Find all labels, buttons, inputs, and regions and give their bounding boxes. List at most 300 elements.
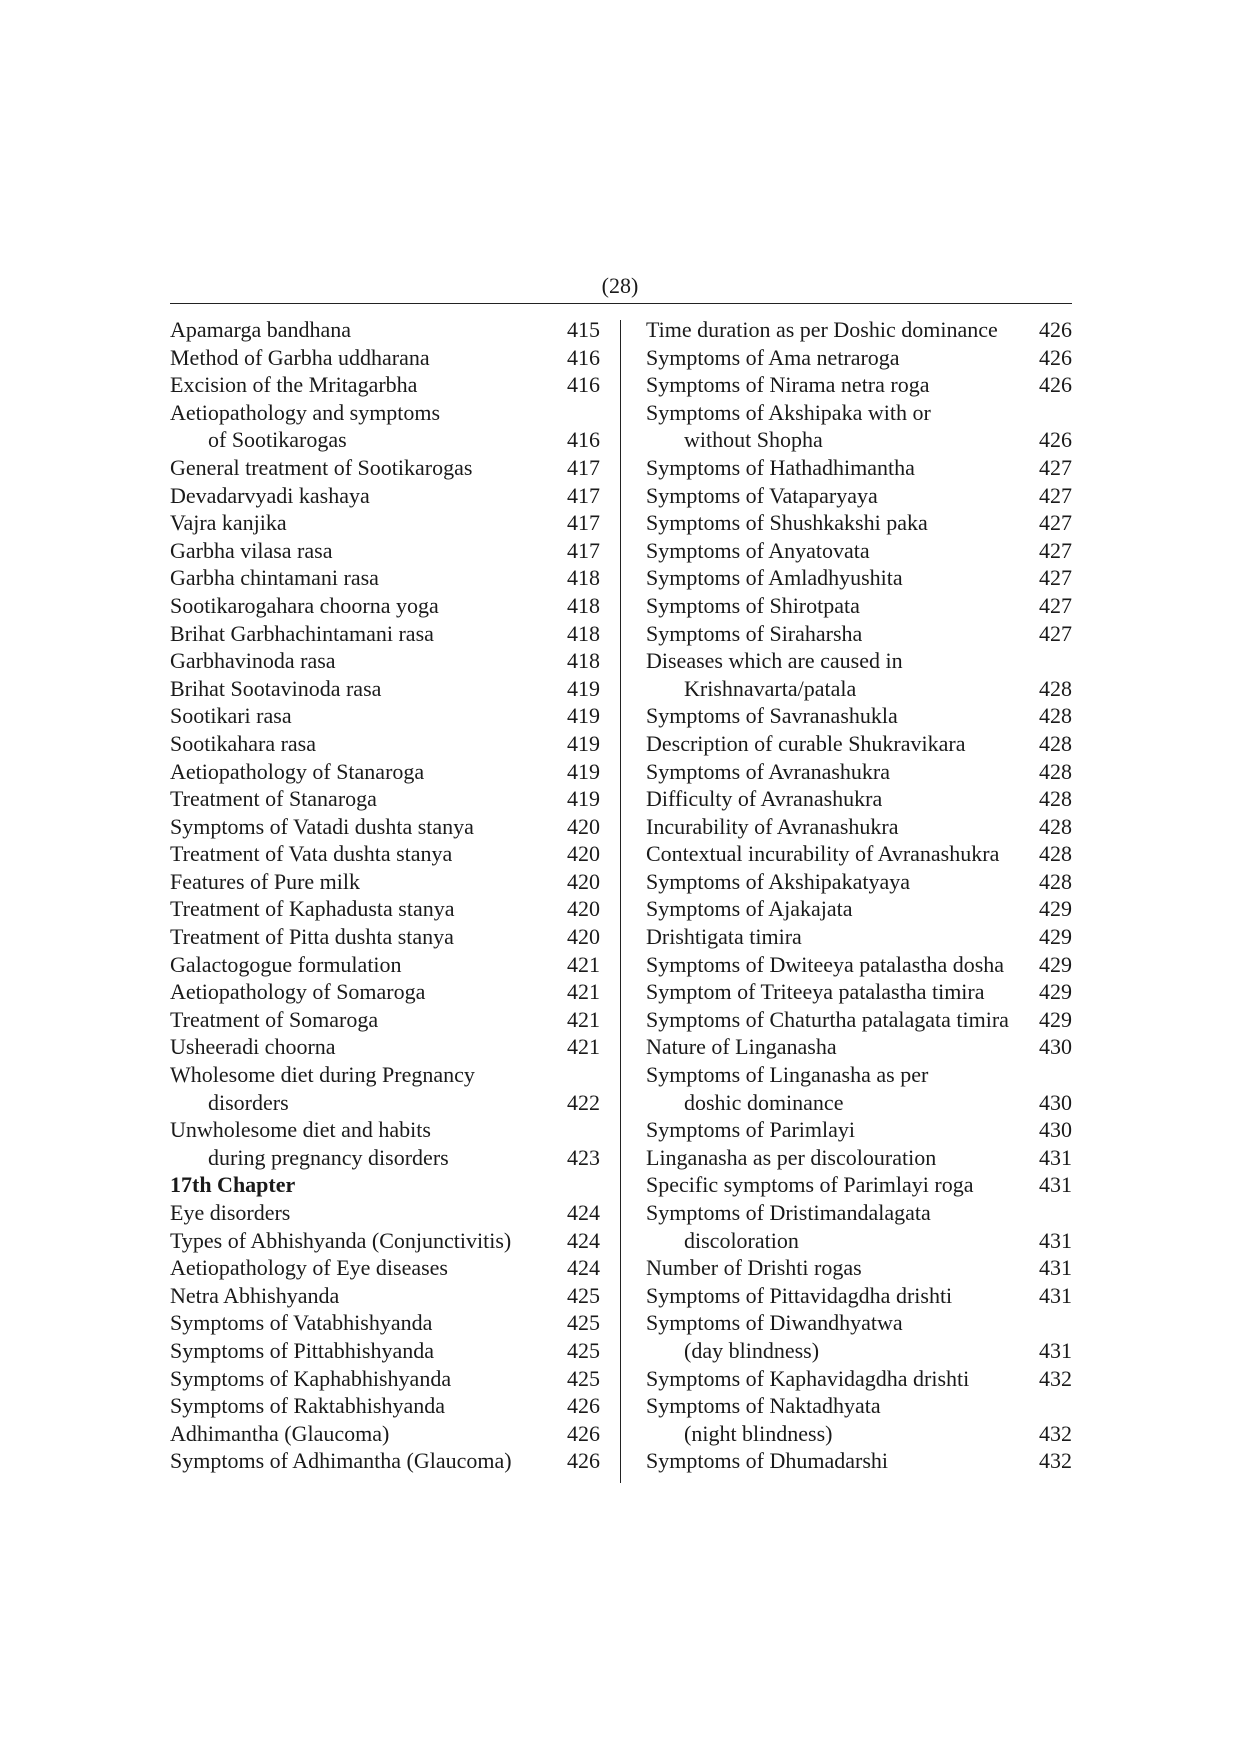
- toc-entry: [170, 1420, 600, 1448]
- toc-entry: [170, 399, 600, 454]
- toc-entry: [170, 1309, 600, 1337]
- toc-entry-title-line: Symptoms of Shirotpata: [646, 592, 860, 618]
- column-divider: [620, 320, 621, 1483]
- toc-entry-title-line: Symptoms of Avranashukra: [646, 758, 891, 784]
- toc-entry-page-number: 431: [1039, 1337, 1072, 1363]
- toc-entry-title: [646, 1199, 931, 1254]
- toc-entry-page-number: 420: [567, 813, 600, 839]
- toc-entry-title-line: Symptom of Triteeya patalastha timira: [646, 979, 985, 1005]
- toc-entry-title-line: Symptoms of Amladhyushita: [646, 565, 903, 591]
- toc-entry: [646, 923, 1072, 951]
- toc-entry: [170, 1447, 600, 1475]
- toc-entry-title-line: Sootikahara rasa: [170, 730, 316, 756]
- toc-entry-title: [646, 951, 1004, 979]
- toc-entry-page-number: 427: [1039, 454, 1072, 480]
- header-rule: [170, 303, 1072, 304]
- toc-entry-page-number: 417: [567, 537, 600, 563]
- toc-entry: [646, 840, 1072, 868]
- toc-entry: [646, 647, 1072, 702]
- toc-entry-title-line: Symptoms of Pittavidagdha drishti: [646, 1282, 953, 1308]
- toc-entry-page-number: 429: [1039, 924, 1072, 950]
- toc-entry-title: [646, 1144, 936, 1172]
- chapter-heading: [170, 1171, 600, 1199]
- toc-entry-title-continuation: during pregnancy disorders: [208, 1144, 449, 1170]
- toc-entry: [170, 1282, 600, 1310]
- toc-entry-title-line: Garbha vilasa rasa: [170, 537, 333, 563]
- toc-entry-title-line: Drishtigata timira: [646, 924, 802, 950]
- toc-entry-title-line: Brihat Garbhachintamani rasa: [170, 620, 434, 646]
- toc-entry-title-line: Symptoms of Parimlayi: [646, 1117, 855, 1143]
- toc-entry: [646, 509, 1072, 537]
- toc-entry: [170, 482, 600, 510]
- toc-entry-title-line: Types of Abhishyanda (Conjunctivitis): [170, 1227, 512, 1253]
- toc-entry-title-line: Devadarvyadi kashaya: [170, 482, 370, 508]
- toc-entry: [646, 813, 1072, 841]
- toc-entry-title-line: Symptoms of Naktadhyata: [646, 1393, 881, 1419]
- toc-entry-page-number: 421: [567, 1034, 600, 1060]
- toc-entry-title-line: Garbhavinoda rasa: [170, 648, 336, 674]
- toc-entry-title-line: Treatment of Pitta dushta stanya: [170, 924, 454, 950]
- toc-entry-title: [646, 923, 802, 951]
- toc-entry-title: [170, 730, 316, 758]
- toc-entry: [170, 951, 600, 979]
- toc-entry-title-continuation: of Sootikarogas: [208, 427, 347, 453]
- toc-entry-title: [646, 813, 899, 841]
- toc-entry-page-number: 429: [1039, 896, 1072, 922]
- toc-entry-page-number: 431: [1039, 1255, 1072, 1281]
- toc-entry-title-line: Treatment of Kaphadusta stanya: [170, 896, 455, 922]
- toc-entry: [646, 1282, 1072, 1310]
- toc-entry: [646, 316, 1072, 344]
- toc-entry-page-number: 426: [1039, 344, 1072, 370]
- toc-entry-title-continuation: (day blindness): [684, 1337, 820, 1363]
- toc-entry-title-line: Vajra kanjika: [170, 510, 287, 536]
- toc-entry-title-line: Symptoms of Adhimantha (Glaucoma): [170, 1448, 512, 1474]
- toc-entry-page-number: 425: [567, 1365, 600, 1391]
- toc-entry-title: [170, 1227, 511, 1255]
- toc-entry-page-number: 427: [1039, 592, 1072, 618]
- toc-entry-page-number: 429: [1039, 979, 1072, 1005]
- toc-entry-title: [646, 785, 882, 813]
- toc-entry-title: [646, 1061, 928, 1116]
- toc-entry: [646, 371, 1072, 399]
- toc-entry-title: [170, 537, 332, 565]
- toc-entry-title-line: Netra Abhishyanda: [170, 1282, 340, 1308]
- toc-entry: [170, 1254, 600, 1282]
- toc-entry-title-line: Symptoms of Ama netraroga: [646, 344, 900, 370]
- toc-entry-page-number: 430: [1039, 1034, 1072, 1060]
- toc-entry-title: [646, 537, 870, 565]
- toc-entry: [170, 1365, 600, 1393]
- toc-entry-title-line: Symptoms of Raktabhishyanda: [170, 1393, 445, 1419]
- toc-entry-title: [170, 1420, 389, 1448]
- toc-entry-title-line: Symptoms of Kaphavidagdha drishti: [646, 1365, 970, 1391]
- toc-entry-title: [646, 344, 900, 372]
- toc-entry: [646, 1447, 1072, 1475]
- toc-entry-title: [646, 620, 862, 648]
- toc-entry: [170, 978, 600, 1006]
- toc-entry-page-number: 418: [567, 565, 600, 591]
- toc-entry-title: [170, 647, 336, 675]
- toc-entry-page-number: 428: [1039, 730, 1072, 756]
- toc-entry-title-line: Symptoms of Akshipaka with or: [646, 399, 931, 425]
- toc-entry-title-line: Usheeradi choorna: [170, 1034, 336, 1060]
- toc-entry-page-number: 421: [567, 1006, 600, 1032]
- toc-entry-page-number: 417: [567, 482, 600, 508]
- toc-entry-page-number: 426: [1039, 372, 1072, 398]
- toc-entry-title: [646, 895, 853, 923]
- toc-entry-title: [646, 482, 878, 510]
- toc-entry-page-number: 429: [1039, 1006, 1072, 1032]
- toc-entry-title: [646, 1171, 974, 1199]
- toc-entry-page-number: 420: [567, 924, 600, 950]
- toc-entry-page-number: 430: [1039, 1117, 1072, 1143]
- toc-entry: [646, 454, 1072, 482]
- toc-entry-title: [646, 1254, 862, 1282]
- toc-entry: [170, 813, 600, 841]
- toc-entry: [646, 1006, 1072, 1034]
- toc-entry: [646, 1309, 1072, 1364]
- toc-entry-title: [646, 454, 915, 482]
- toc-entry-page-number: 428: [1039, 675, 1072, 701]
- toc-entry: [170, 895, 600, 923]
- toc-entry-title: [170, 344, 430, 372]
- toc-entry-title-line: Treatment of Somaroga: [170, 1006, 379, 1032]
- toc-entry-page-number: 428: [1039, 841, 1072, 867]
- toc-entry: [170, 675, 600, 703]
- toc-entry-title: [170, 564, 379, 592]
- toc-entry-title: [646, 509, 928, 537]
- toc-entry: [170, 868, 600, 896]
- toc-entry-page-number: 417: [567, 510, 600, 536]
- toc-entry-page-number: 428: [1039, 813, 1072, 839]
- toc-entry-page-number: 423: [567, 1144, 600, 1170]
- toc-entry: [170, 730, 600, 758]
- toc-entry-title: [170, 1309, 432, 1337]
- toc-entry-title-line: Treatment of Vata dushta stanya: [170, 841, 453, 867]
- toc-entry-page-number: 419: [567, 730, 600, 756]
- toc-entry-page-number: 429: [1039, 951, 1072, 977]
- toc-entry: [646, 1171, 1072, 1199]
- toc-entry-title: [646, 730, 966, 758]
- toc-entry-title: [646, 1392, 881, 1447]
- toc-entry-title-line: Eye disorders: [170, 1200, 291, 1225]
- toc-entry: [646, 1392, 1072, 1447]
- toc-entry-page-number: 421: [567, 979, 600, 1005]
- toc-entry: [170, 371, 600, 399]
- toc-entry-page-number: 419: [567, 786, 600, 812]
- toc-entry-page-number: 431: [1039, 1172, 1072, 1198]
- toc-entry: [646, 1365, 1072, 1393]
- toc-entry-title-line: Symptoms of Akshipakatyaya: [646, 868, 910, 894]
- toc-entry-title-line: Symptoms of Chaturtha patalagata timira: [646, 1006, 1009, 1032]
- toc-entry-title: [170, 1171, 295, 1199]
- toc-entry-page-number: 430: [1039, 1089, 1072, 1115]
- toc-entry-title-line: Garbha chintamani rasa: [170, 565, 379, 591]
- toc-entry-title-line: Method of Garbha uddharana: [170, 344, 430, 370]
- toc-entry-title-line: Symptoms of Diwandhyatwa: [646, 1310, 903, 1336]
- toc-entry-title: [170, 868, 360, 896]
- toc-entry-title: [170, 1006, 378, 1034]
- toc-entry-page-number: 427: [1039, 537, 1072, 563]
- toc-entry-title: [170, 923, 454, 951]
- toc-entry: [170, 1033, 600, 1061]
- toc-entry-page-number: 419: [567, 758, 600, 784]
- toc-entry-title-line: Sootikarogahara choorna yoga: [170, 592, 439, 618]
- toc-entry-page-number: 425: [567, 1337, 600, 1363]
- toc-entry-title-line: Aetiopathology of Somaroga: [170, 979, 426, 1005]
- toc-entry-page-number: 428: [1039, 703, 1072, 729]
- toc-entry-page-number: 419: [567, 703, 600, 729]
- toc-entry-title: [170, 620, 434, 648]
- toc-entry-page-number: 427: [1039, 565, 1072, 591]
- toc-entry-title: [646, 758, 890, 786]
- toc-entry-title: [170, 1254, 448, 1282]
- toc-entry-title-line: Specific symptoms of Parimlayi roga: [646, 1172, 974, 1198]
- toc-entry: [646, 1254, 1072, 1282]
- toc-entry-title-line: 17th Chapter: [170, 1172, 296, 1198]
- toc-entry-title-line: Aetiopathology of Stanaroga: [170, 758, 425, 784]
- toc-entry-title-line: Symptoms of Anyatovata: [646, 537, 870, 563]
- toc-entry: [646, 758, 1072, 786]
- toc-entry: [170, 1006, 600, 1034]
- toc-entry: [646, 482, 1072, 510]
- toc-entry: [170, 1392, 600, 1420]
- toc-entry-page-number: 422: [567, 1089, 600, 1115]
- toc-entry-title-continuation: Krishnavarta/patala: [684, 675, 857, 701]
- toc-entry-title: [170, 1061, 475, 1116]
- toc-entry: [170, 1116, 600, 1171]
- toc-entry-title: [646, 592, 860, 620]
- toc-entry: [646, 730, 1072, 758]
- toc-entry-title-line: Symptoms of Ajakajata: [646, 896, 853, 922]
- toc-entry-title-line: Wholesome diet during Pregnancy: [170, 1062, 475, 1088]
- toc-entry-title: [170, 951, 402, 979]
- toc-entry-page-number: 427: [1039, 510, 1072, 536]
- toc-entry: [646, 537, 1072, 565]
- toc-entry-title-line: Time duration as per Doshic dominance: [646, 317, 998, 342]
- toc-entry: [646, 592, 1072, 620]
- toc-entry-page-number: 420: [567, 841, 600, 867]
- toc-entry: [170, 647, 600, 675]
- toc-entry-page-number: 432: [1039, 1420, 1072, 1446]
- toc-entry-title-continuation: disorders: [208, 1089, 289, 1115]
- toc-entry-title-line: Excision of the Mritagarbha: [170, 372, 418, 398]
- toc-left-column: [170, 316, 600, 1475]
- toc-entry: [646, 1116, 1072, 1144]
- toc-entry-title: [646, 647, 903, 702]
- toc-entry-title-line: Symptoms of Vataparyaya: [646, 482, 878, 508]
- toc-entry-page-number: 419: [567, 675, 600, 701]
- toc-entry-page-number: 417: [567, 454, 600, 480]
- toc-entry: [170, 1227, 600, 1255]
- toc-entry: [646, 620, 1072, 648]
- toc-entry-title: [170, 813, 474, 841]
- toc-entry-page-number: 426: [1039, 427, 1072, 453]
- toc-entry-title: [170, 1447, 512, 1475]
- toc-entry-title-line: Brihat Sootavinoda rasa: [170, 675, 382, 701]
- toc-entry-title-line: Linganasha as per discolouration: [646, 1144, 937, 1170]
- toc-entry-title-line: Treatment of Stanaroga: [170, 786, 377, 812]
- toc-entry-title-line: Symptoms of Shushkakshi paka: [646, 510, 928, 536]
- toc-entry-page-number: 426: [1039, 317, 1072, 342]
- toc-entry-title: [646, 564, 903, 592]
- toc-entry-page-number: 420: [567, 896, 600, 922]
- toc-entry-page-number: 421: [567, 951, 600, 977]
- toc-entry-title-line: Apamarga bandhana: [170, 317, 352, 342]
- toc-entry: [170, 702, 600, 730]
- toc-entry-page-number: 432: [1039, 1365, 1072, 1391]
- toc-entry-title-line: Difficulty of Avranashukra: [646, 786, 883, 812]
- toc-entry: [170, 1061, 600, 1116]
- toc-entry-page-number: 424: [567, 1200, 600, 1225]
- toc-entry-title-line: Symptoms of Nirama netra roga: [646, 372, 930, 398]
- toc-entry: [170, 758, 600, 786]
- toc-entry-title: [646, 1116, 855, 1144]
- toc-entry-title-line: General treatment of Sootikarogas: [170, 454, 473, 480]
- toc-entry-page-number: 415: [567, 317, 600, 342]
- toc-entry: [170, 454, 600, 482]
- toc-entry-page-number: 424: [567, 1255, 600, 1281]
- toc-entry: [170, 785, 600, 813]
- toc-entry: [646, 344, 1072, 372]
- toc-entry-page-number: 431: [1039, 1282, 1072, 1308]
- toc-entry: [646, 785, 1072, 813]
- toc-entry-page-number: 416: [567, 372, 600, 398]
- toc-entry-title-continuation: (night blindness): [684, 1420, 833, 1446]
- toc-entry-title-line: Symptoms of Hathadhimantha: [646, 454, 915, 480]
- toc-entry-title: [170, 1282, 339, 1310]
- toc-entry-title-line: Features of Pure milk: [170, 868, 361, 894]
- toc-entry-title: [646, 1282, 952, 1310]
- toc-entry-title-line: Aetiopathology and symptoms: [170, 399, 441, 425]
- toc-entry-page-number: 420: [567, 868, 600, 894]
- toc-entry-page-number: 428: [1039, 868, 1072, 894]
- toc-entry-title-line: Symptoms of Linganasha as per: [646, 1062, 929, 1088]
- toc-entry-page-number: 425: [567, 1282, 600, 1308]
- toc-entry-title: [646, 702, 898, 730]
- toc-entry: [646, 1033, 1072, 1061]
- toc-entry: [646, 868, 1072, 896]
- toc-entry-title: [170, 592, 439, 620]
- toc-entry-page-number: 431: [1039, 1144, 1072, 1170]
- toc-entry-title: [170, 895, 455, 923]
- toc-entry-title: [170, 702, 292, 730]
- toc-entry-title-line: Adhimantha (Glaucoma): [170, 1420, 390, 1446]
- toc-entry-page-number: 426: [567, 1393, 600, 1419]
- toc-entry-title-line: Unwholesome diet and habits: [170, 1117, 431, 1143]
- toc-entry-title: [170, 785, 377, 813]
- toc-entry: [646, 564, 1072, 592]
- toc-entry: [646, 399, 1072, 454]
- toc-entry-title: [646, 840, 999, 868]
- toc-entry: [170, 564, 600, 592]
- toc-entry: [170, 620, 600, 648]
- toc-entry-title: [646, 868, 910, 896]
- toc-entry-page-number: 425: [567, 1310, 600, 1336]
- toc-entry-title-continuation: doshic dominance: [684, 1089, 844, 1115]
- toc-entry: [170, 840, 600, 868]
- toc-entry-title: [170, 1337, 434, 1365]
- toc-entry-page-number: 428: [1039, 758, 1072, 784]
- toc-entry-title-line: Diseases which are caused in: [646, 648, 903, 674]
- toc-entry: [170, 1337, 600, 1365]
- toc-entry-page-number: 432: [1039, 1448, 1072, 1474]
- toc-entry-page-number: 428: [1039, 786, 1072, 812]
- toc-entry-title-line: Symptoms of Savranashukla: [646, 703, 898, 729]
- toc-entry-title-line: Symptoms of Vatabhishyanda: [170, 1310, 433, 1336]
- toc-entry-title: [170, 1116, 449, 1171]
- toc-entry-page-number: 416: [567, 344, 600, 370]
- toc-entry: [170, 509, 600, 537]
- toc-entry-title: [170, 675, 381, 703]
- toc-entry-title-line: Symptoms of Dhumadarshi: [646, 1448, 888, 1474]
- toc-entry: [170, 344, 600, 372]
- toc-entry-title: [170, 840, 452, 868]
- toc-entry-page-number: 426: [567, 1420, 600, 1446]
- toc-entry-title: [646, 1447, 888, 1475]
- toc-entry-title-line: Number of Drishti rogas: [646, 1255, 862, 1281]
- toc-entry-title-line: Description of curable Shukravikara: [646, 730, 966, 756]
- toc-entry: [170, 316, 600, 344]
- toc-entry-title: [170, 758, 424, 786]
- toc-entry-title-line: Galactogogue formulation: [170, 951, 402, 977]
- toc-entry-title-line: Symptoms of Dristimandalagata: [646, 1200, 931, 1225]
- toc-entry-title: [646, 1309, 903, 1364]
- toc-entry-title-line: Symptoms of Vatadi dushta stanya: [170, 813, 474, 839]
- toc-entry-title: [170, 1365, 451, 1393]
- toc-entry-page-number: 418: [567, 592, 600, 618]
- toc-entry-page-number: 424: [567, 1227, 600, 1253]
- toc-entry-title: [170, 509, 287, 537]
- toc-entry-title: [170, 978, 425, 1006]
- toc-entry: [646, 1144, 1072, 1172]
- toc-entry: [646, 895, 1072, 923]
- toc-entry-page-number: 431: [1039, 1227, 1072, 1253]
- toc-entry-title-line: Nature of Linganasha: [646, 1034, 837, 1060]
- toc-entry-page-number: 427: [1039, 620, 1072, 646]
- toc-entry-title: [646, 1033, 837, 1061]
- toc-entry-title: [170, 1199, 290, 1227]
- toc-entry-title-continuation: without Shopha: [684, 427, 823, 453]
- toc-entry-title: [170, 454, 472, 482]
- toc-entry-title: [646, 978, 985, 1006]
- toc-entry: [646, 1199, 1072, 1254]
- toc-entry-title: [646, 371, 930, 399]
- toc-entry-title: [170, 1392, 445, 1420]
- toc-entry-title-line: Sootikari rasa: [170, 703, 292, 729]
- toc-entry-title: [646, 316, 998, 344]
- toc-entry-title: [170, 399, 440, 454]
- toc-entry-title-line: Symptoms of Kaphabhishyanda: [170, 1365, 452, 1391]
- toc-entry-title: [170, 482, 370, 510]
- toc-entry-title: [646, 399, 931, 454]
- toc-entry-page-number: 416: [567, 427, 600, 453]
- toc-entry: [646, 978, 1072, 1006]
- toc-entry: [170, 1199, 600, 1227]
- toc-entry-title: [170, 316, 351, 344]
- toc-entry-page-number: 418: [567, 620, 600, 646]
- toc-entry-page-number: 426: [567, 1448, 600, 1474]
- toc-entry-title: [170, 371, 417, 399]
- toc-entry: [170, 923, 600, 951]
- page-number: (28): [601, 273, 639, 298]
- toc-right-column: [646, 316, 1072, 1475]
- toc-entry-title-line: Symptoms of Pittabhishyanda: [170, 1337, 434, 1363]
- toc-entry-title-line: Symptoms of Siraharsha: [646, 620, 863, 646]
- toc-entry: [170, 537, 600, 565]
- toc-entry-title: [170, 1033, 336, 1061]
